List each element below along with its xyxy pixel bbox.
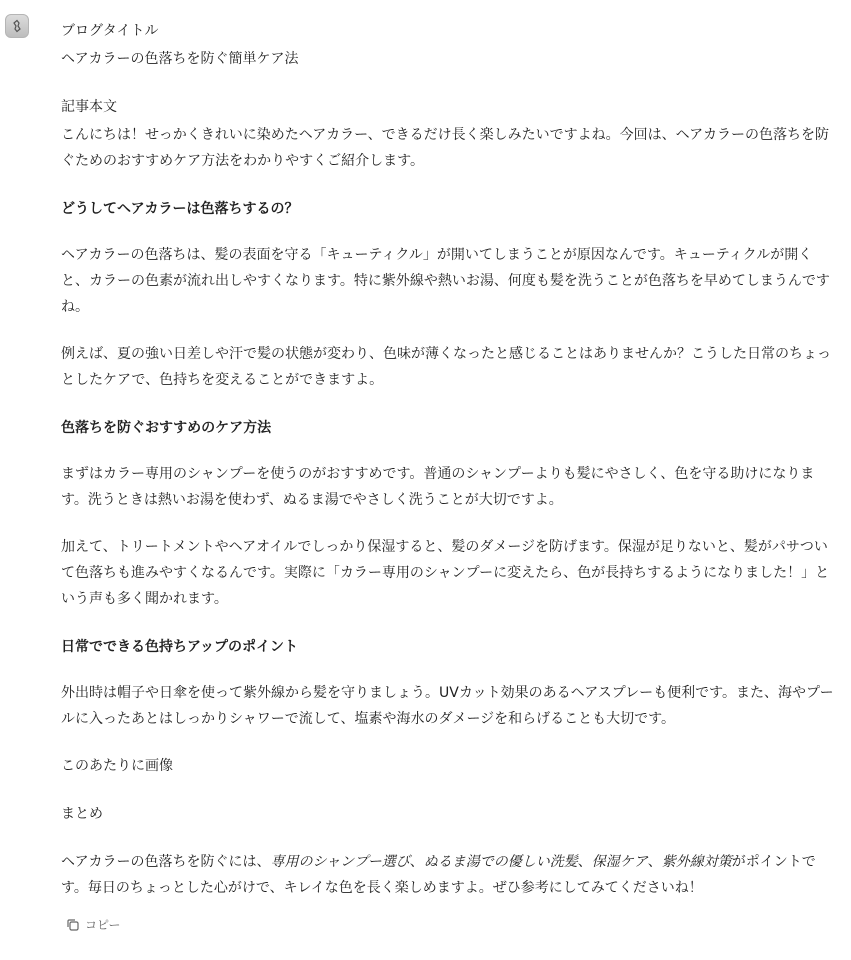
body-label: 記事本文 <box>61 99 117 115</box>
emphasis: 紫外線対策 <box>661 854 732 870</box>
assistant-avatar <box>5 14 29 38</box>
separator: 、 <box>647 854 662 870</box>
emphasis: ぬるま湯での優しい洗髪 <box>423 854 578 870</box>
paragraph: 加えて、トリートメントやヘアオイルでしっかり保湿すると、髪のダメージを防げます。保湿が足りないと、髪がパサついて色落ちも進みやすくなるんです。実際に「カラー専用のシャンプーに変えたら、色が長持ちするようになりました！」という声も多く聞かれます。 <box>61 539 830 607</box>
section-heading: 色落ちを防ぐおすすめのケア方法 <box>61 420 272 436</box>
summary-label: まとめ <box>61 806 103 822</box>
message-content <box>61 18 836 901</box>
separator: 、 <box>409 854 424 870</box>
intro-paragraph: こんにちは！せっかくきれいに染めたヘアカラー、できるだけ長く楽しみたいですよね。今回は、ヘアカラーの色落ちを防ぐためのおすすめケア方法をわかりやすくご紹介します。 <box>61 127 830 169</box>
section-heading: 日常でできる色持ちアップのポイント <box>61 639 299 655</box>
paragraph: 例えば、夏の強い日差しや汗で髪の状態が変わり、色味が薄くなったと感じることはありませんか？こうした日常のちょっとしたケアで、色持ちを変えることができますよ。 <box>61 346 831 388</box>
separator: 、 <box>577 854 592 870</box>
emphasis: 保湿ケア <box>591 854 648 870</box>
paragraph: 外出時は帽子や日傘を使って紫外線から髪を守りましょう。UVカット効果のあるヘアスプレーも便利です。また、海やプールに入ったあとはしっかりシャワーで流して、塩素や海水のダメージを和らげることも大切です。 <box>61 685 834 727</box>
blog-title-label: ブログタイトル <box>61 23 159 39</box>
emphasis: 専用のシャンプー選び <box>270 854 410 870</box>
openai-logo-icon <box>10 19 24 33</box>
summary-text: ヘアカラーの色落ちを防ぐには、 <box>61 854 271 870</box>
blog-title: ヘアカラーの色落ちを防ぐ簡単ケア法 <box>61 51 299 67</box>
summary-paragraph <box>61 849 836 901</box>
copy-label: コピー <box>85 918 121 932</box>
copy-button[interactable] <box>66 912 121 938</box>
section-heading: どうしてヘアカラーは色落ちするの？ <box>61 201 299 217</box>
image-placeholder-note: このあたりに画像 <box>61 758 173 774</box>
copy-icon <box>66 918 80 932</box>
summary-text: がポイントです。毎日のちょっとした心がけで、キレイな色を長く楽しめますよ。ぜひ参考にしてみてくださいね！ <box>61 854 816 896</box>
paragraph: まずはカラー専用のシャンプーを使うのがおすすめです。普通のシャンプーよりも髪にやさしく、色を守る助けになります。洗うときは熱いお湯を使わず、ぬるま湯でやさしく洗うことが大切ですよ。 <box>61 466 815 508</box>
paragraph: ヘアカラーの色落ちは、髪の表面を守る「キューティクル」が開いてしまうことが原因なんです。キューティクルが開くと、カラーの色素が流れ出しやすくなります。特に紫外線や熱いお湯、何度も髪を洗うことが色落ちを早めてしまうんですね。 <box>61 247 830 315</box>
